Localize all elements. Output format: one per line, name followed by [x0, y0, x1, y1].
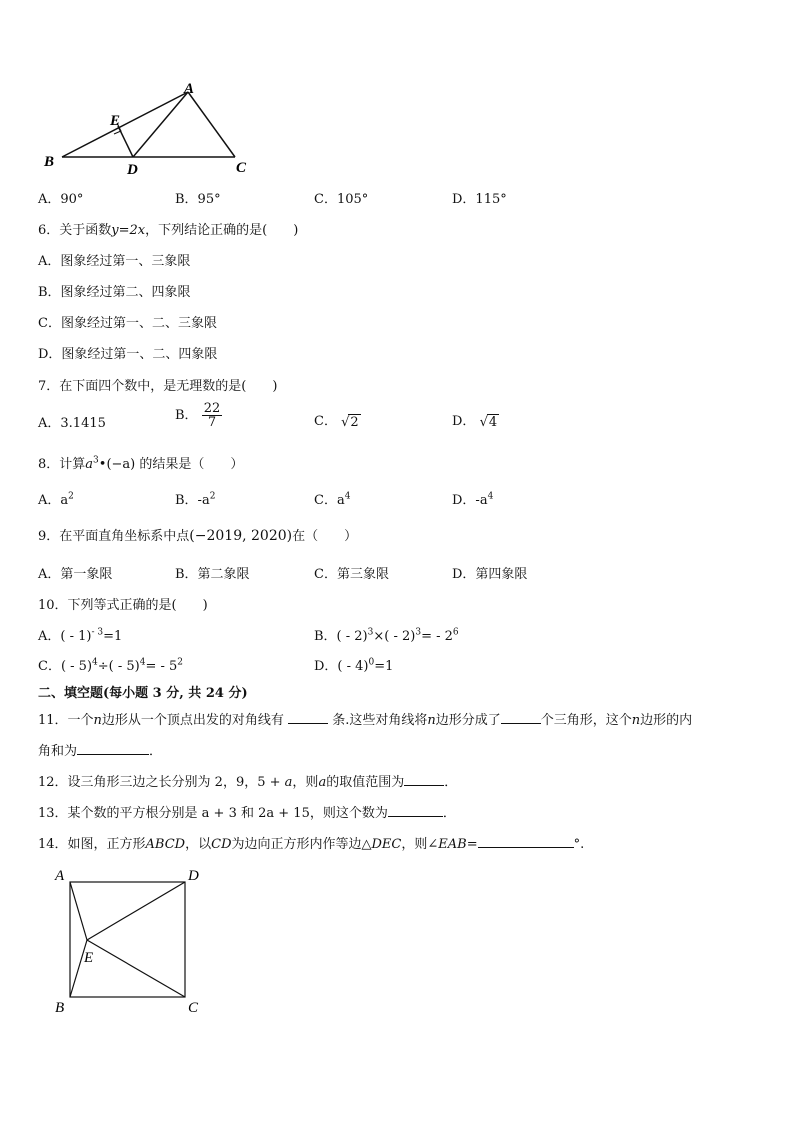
q7-option-c: C． √2: [314, 414, 359, 430]
q14-blank[interactable]: [478, 835, 574, 848]
q6-function: y=2x: [111, 223, 146, 238]
q6-option-d: D．图象经过第一、二、四象限: [38, 347, 218, 362]
q5-option-a: A．90°: [38, 192, 84, 207]
triangle-figure: [40, 82, 260, 180]
q9-point: (−2019, 2020): [189, 528, 293, 544]
q11-blank-diagonals[interactable]: [288, 711, 328, 724]
q14: 14．如图，正方形ABCD，以CD为边向正方形内作等边△DEC，则∠EAB= °.: [38, 837, 585, 852]
sqrt-symbol: √4: [479, 414, 498, 430]
label-D: D: [127, 162, 138, 178]
q8-option-d: D．$-a^4$: [452, 491, 494, 508]
q12: 12．设三角形三边之长分别为 2，9，5 + a，则a的取值范围为 ．: [38, 775, 458, 790]
q11-line2: 角和为 ．: [38, 744, 163, 759]
q6-option-b: B．图象经过第二、四象限: [38, 285, 191, 300]
label-C: C: [236, 160, 247, 176]
q6-option-c: C．图象经过第一、二、三象限: [38, 316, 217, 331]
q9-option-c: C．第三象限: [314, 567, 389, 582]
q10-stem: 10．下列等式正确的是( ): [38, 598, 208, 613]
fraction-22-7: $\frac{22}{7}$: [203, 401, 221, 430]
q7-option-b: B． $\frac{22}{7}$: [175, 401, 221, 430]
q7-stem: 7．在下面四个数中，是无理数的是( ): [38, 379, 278, 394]
q6-option-a: A．图象经过第一、三象限: [38, 254, 191, 269]
section-heading-fill-blank: 二、填空题(每小题 3 分, 共 24 分): [38, 686, 248, 701]
q9-option-d: D．第四象限: [452, 567, 528, 582]
q7-option-a: A．3.1415: [38, 416, 106, 431]
label-A: A: [55, 868, 65, 884]
q8-option-c: C．$a^4$: [314, 491, 351, 508]
q10-option-d: D．( - 4)$^0$=1: [314, 657, 394, 674]
q9-option-b: B．第二象限: [175, 567, 250, 582]
q6-stem: 6．关于函数y=2x，下列结论正确的是( ): [38, 223, 299, 238]
label-B: B: [55, 1000, 65, 1016]
q7-option-d: D． √4: [452, 414, 498, 430]
q8-option-a: A．$a^2$: [38, 491, 74, 508]
q8-option-b: B．$-a^2$: [175, 491, 216, 508]
label-E: E: [84, 950, 94, 966]
q10-option-b: B．( - $2)^3\times( - 2)^3= - 2^6$: [314, 627, 459, 644]
q13-blank[interactable]: [388, 804, 443, 817]
q11-line1: 11．一个n边形从一个顶点出发的对角线有 条.这些对角线将n边形分成了 个三角形，这个n边形的内: [38, 713, 693, 728]
q11-blank-triangles[interactable]: [501, 711, 541, 724]
q5-option-b: B．95°: [175, 192, 221, 207]
q11-blank-angle-sum[interactable]: [77, 742, 149, 755]
label-B: B: [44, 154, 55, 170]
q10-option-c: C．( - $5)^4\div( - 5)^4= - 5^2$: [38, 657, 184, 674]
label-C: C: [188, 1000, 199, 1016]
q9-option-a: A．第一象限: [38, 567, 113, 582]
q8-stem: 8．计算$a^3•(-a)$ 的结果是（ ）: [38, 455, 244, 472]
q5-option-d: D．115°: [452, 192, 507, 207]
q12-blank[interactable]: [404, 773, 444, 786]
label-D: D: [188, 868, 199, 884]
square-figure: [50, 862, 220, 1017]
q9-stem: 9．在平面直角坐标系中点(−2019, 2020)在（ ）: [38, 528, 358, 544]
q5-option-c: C．105°: [314, 192, 369, 207]
label-A: A: [184, 82, 195, 97]
label-E: E: [110, 113, 121, 129]
sqrt-symbol: √2: [341, 414, 359, 430]
q13: 13．某个数的平方根分别是 a + 3 和 2a + 15，则这个数为 ．: [38, 806, 456, 821]
q10-option-a: A．( - 1)$^{- 3}$=1: [38, 627, 123, 644]
